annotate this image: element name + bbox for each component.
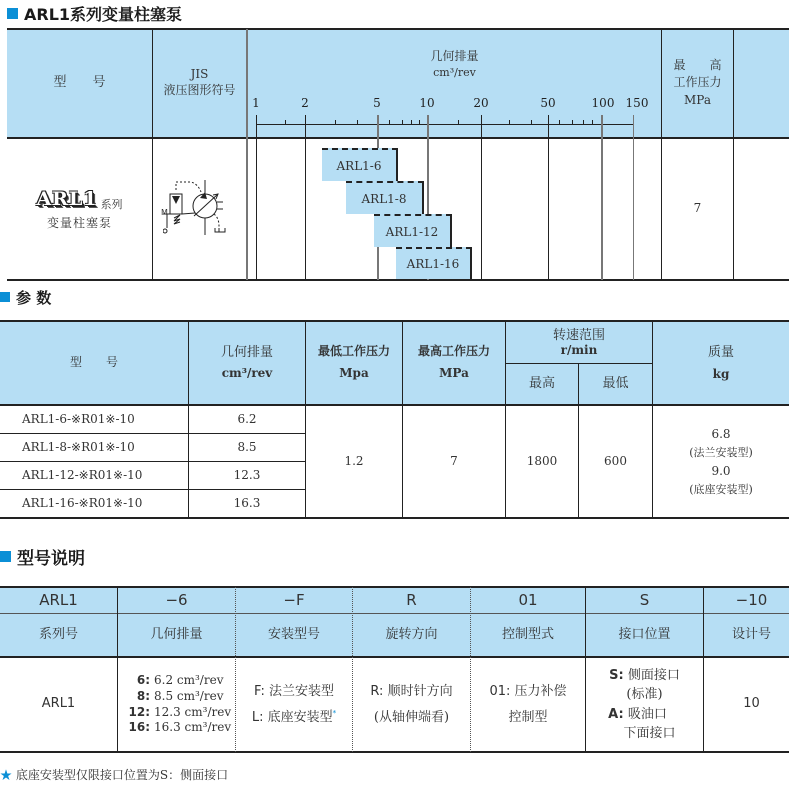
- label-text: 旋转方向: [385, 626, 438, 642]
- range-bar-arl1-6: [322, 148, 398, 181]
- gridline: [601, 115, 603, 280]
- header-jis-line2: 液压图形符号: [163, 83, 236, 97]
- params-header-min-pressure-unit: Mpa: [339, 366, 369, 380]
- port-s-code: S:: [609, 667, 624, 683]
- tick-label: 20: [473, 96, 489, 110]
- range-bar-arl1-12: [374, 214, 452, 247]
- params-row-model: [0, 462, 188, 489]
- params-row-disp: [189, 406, 305, 433]
- header-disp-unit: cm³/rev: [433, 65, 476, 79]
- port-s: [609, 666, 680, 686]
- range-bar-label: ARL1-12: [385, 224, 439, 239]
- mount-f: [254, 679, 334, 705]
- params-header-speed-min: [579, 364, 652, 404]
- params-header-model-label: 型 号: [69, 355, 118, 370]
- minor-tick: [458, 120, 459, 124]
- disp-value: 12.3 cm³/rev: [154, 704, 232, 719]
- params-row-model: [0, 434, 188, 461]
- range-bar-label: ARL1-8: [361, 191, 407, 206]
- params-header-mass-label: 质量: [707, 344, 734, 360]
- divider: [0, 751, 789, 753]
- axis-line: [256, 124, 634, 125]
- row-model-text: ARL1-6-※R01※-10: [22, 411, 135, 426]
- mass-base-value: 9.0: [711, 463, 731, 478]
- max-pressure-text: 7: [450, 453, 458, 468]
- series-suffix: 系列: [100, 198, 123, 212]
- disp-value: 16.3 cm³/rev: [154, 720, 232, 735]
- params-header-mass-unit: kg: [712, 366, 730, 381]
- mount-f-text: 法兰安装型: [268, 683, 334, 699]
- minor-tick: [592, 120, 593, 124]
- speed-min-text: 600: [604, 453, 627, 468]
- tick-label: 1: [252, 96, 260, 110]
- params-header-disp-unit: cm³/rev: [221, 365, 273, 380]
- minor-tick: [509, 120, 510, 124]
- row-model-text: ARL1-12-※R01※-10: [22, 467, 143, 482]
- minor-tick: [285, 120, 286, 124]
- gridline: [305, 115, 306, 280]
- code-text: −10: [735, 590, 768, 609]
- max-pressure-value: [662, 139, 733, 279]
- label-text: 接口位置: [618, 626, 671, 642]
- blue-square-icon: [0, 551, 11, 562]
- series-name: 变量柱塞泵: [46, 216, 112, 231]
- detail-port: [586, 658, 703, 751]
- row-disp-text: 16.3: [233, 495, 261, 510]
- detail-series-text: ARL1: [41, 696, 76, 712]
- control-code-text: 01:: [489, 683, 511, 699]
- minor-tick: [357, 120, 358, 124]
- minor-tick: [419, 120, 420, 124]
- row-model-text: ARL1-16-※R01※-10: [22, 495, 143, 510]
- row-disp-text: 8.5: [237, 439, 257, 454]
- params-row-disp: [189, 462, 305, 489]
- port-s-note: (标准): [626, 687, 663, 702]
- rotation-code-text: R:: [370, 683, 384, 699]
- code-text: −6: [165, 590, 188, 609]
- divider: [7, 279, 789, 281]
- disp-code: 12:: [128, 704, 150, 719]
- series-logo: ARL1: [36, 187, 98, 210]
- disp-item: [126, 705, 235, 721]
- section-title-params: [0, 286, 51, 308]
- star-icon: ★: [0, 768, 13, 782]
- tick-label: 150: [625, 96, 649, 110]
- detail-control: [471, 658, 585, 751]
- params-header-max-pressure: [403, 322, 505, 404]
- divider: [733, 29, 734, 280]
- minor-tick: [389, 120, 390, 124]
- disp-value: 8.5 cm³/rev: [154, 688, 224, 703]
- params-header-speed-max: [506, 364, 578, 404]
- port-a: [608, 705, 667, 725]
- params-header-mass: [653, 322, 789, 404]
- detail-mount: [236, 658, 352, 751]
- port-a-line2: 下面接口: [623, 726, 676, 741]
- code-displacement: [118, 588, 235, 613]
- params-header-max-pressure-unit: MPa: [439, 366, 469, 380]
- disp-code: 16:: [128, 720, 150, 735]
- code-text: ARL1: [39, 590, 78, 609]
- params-row-disp: [189, 490, 305, 517]
- params-title-text: 参 数: [16, 288, 52, 307]
- minor-tick: [411, 120, 412, 124]
- mount-f-code: F:: [253, 683, 265, 699]
- header-model: [7, 29, 152, 137]
- minor-tick: [402, 120, 403, 124]
- row-model-text: ARL1-8-※R01※-10: [22, 439, 135, 454]
- label-text: 设计号: [731, 626, 771, 642]
- header-max-pressure: [662, 29, 733, 137]
- detail-series: [0, 658, 117, 751]
- minor-tick: [559, 120, 560, 124]
- gridline: [481, 115, 482, 280]
- rotation-text: 顺时针方向: [387, 683, 453, 699]
- tick-label: 100: [591, 96, 615, 110]
- params-header-speed-unit: r/min: [560, 343, 598, 358]
- tick-label: 10: [419, 96, 435, 110]
- header-pressure-unit: MPa: [684, 92, 711, 107]
- label-text: 安装型号: [267, 626, 320, 642]
- code-control: [471, 588, 585, 613]
- minor-tick: [335, 120, 336, 124]
- control-code: [489, 679, 566, 705]
- params-row-model: [0, 490, 188, 517]
- code-design: [704, 588, 789, 613]
- disp-item: [126, 673, 235, 689]
- mass-flange-note: (法兰安装型): [689, 445, 753, 459]
- params-header-model: [0, 322, 188, 404]
- header-displacement: [248, 44, 661, 84]
- params-header-min-pressure-label: 最低工作压力: [317, 344, 390, 359]
- params-header-disp-label: 几何排量: [220, 345, 273, 360]
- control-line2: 控制型: [508, 709, 548, 725]
- series-logo-cell: [7, 139, 152, 279]
- params-speed-max: [506, 406, 578, 517]
- disp-code: 8:: [136, 688, 150, 703]
- port-a-text: 吸油口: [627, 706, 667, 722]
- header-jis-line1: JIS: [190, 67, 209, 82]
- detail-rotation: [353, 658, 470, 751]
- blue-square-icon: [0, 292, 10, 302]
- header-jis: [153, 29, 246, 137]
- port-s-text: 侧面接口: [627, 667, 680, 683]
- params-header-max-pressure-label: 最高工作压力: [417, 344, 490, 359]
- params-header-speed-label: 转速范围: [552, 327, 605, 343]
- code-rotation: [353, 588, 470, 613]
- gridline: [256, 115, 257, 280]
- symbol-label-m: M: [161, 208, 168, 217]
- code-port: [586, 588, 703, 613]
- disp-code: 6:: [136, 673, 150, 688]
- star-icon: *: [332, 709, 337, 718]
- header-pressure-line2: 工作压力: [673, 75, 722, 90]
- params-header-speed-min-label: 最低: [602, 375, 629, 391]
- header-disp-label: 几何排量: [430, 48, 479, 63]
- params-max-pressure: [403, 406, 505, 517]
- code-text: R: [406, 590, 417, 609]
- mass-flange-value: 6.8: [711, 426, 731, 441]
- header-model-label: 型 号: [53, 74, 106, 90]
- footnote: [0, 766, 228, 783]
- minor-tick: [583, 120, 584, 124]
- mount-l-text: 底座安装型: [267, 709, 333, 725]
- range-bar-label: ARL1-6: [336, 158, 382, 173]
- label-series: [0, 614, 117, 656]
- range-bar-arl1-8: [346, 181, 424, 214]
- variable-pump-symbol-icon: [163, 180, 235, 245]
- footnote-text: 底座安装型仅限接口位置为S：侧面接口: [15, 768, 229, 782]
- disp-item: [126, 689, 235, 705]
- label-rotation: [353, 614, 470, 656]
- section-title-series: [7, 2, 182, 24]
- series-title-text: ARL1系列变量柱塞泵: [24, 4, 183, 24]
- code-mount: [236, 588, 352, 613]
- disp-item: [126, 720, 235, 736]
- params-header-speed: [506, 322, 652, 363]
- label-text: 几何排量: [150, 626, 203, 642]
- tick-label: 2: [301, 96, 309, 110]
- rotation-note: (从轴伸端看): [373, 709, 450, 725]
- label-design: [704, 614, 789, 656]
- label-displacement: [118, 614, 235, 656]
- disp-value: 6.2 cm³/rev: [154, 673, 224, 688]
- rotation-code: [370, 679, 452, 705]
- control-line1: 压力补偿: [514, 683, 567, 699]
- divider: [0, 517, 789, 519]
- params-header-min-pressure: [306, 322, 402, 404]
- mass-base-note: (底座安装型): [689, 482, 753, 496]
- label-mount: [236, 614, 352, 656]
- blue-square-icon: [7, 8, 18, 19]
- gridline: [633, 115, 634, 280]
- hydraulic-symbol: [163, 180, 235, 245]
- label-text: 控制型式: [501, 626, 554, 642]
- params-header-disp: [189, 322, 305, 404]
- speed-max-text: 1800: [526, 453, 558, 468]
- tick-label: 50: [540, 96, 556, 110]
- code-text: −F: [283, 590, 305, 609]
- minor-tick: [572, 120, 573, 124]
- row-disp-text: 6.2: [237, 411, 257, 426]
- params-header-speed-max-label: 最高: [528, 375, 555, 391]
- design-text: 10: [743, 696, 760, 712]
- max-pressure-text: 7: [693, 201, 702, 216]
- minor-tick: [531, 120, 532, 124]
- params-row-model: [0, 406, 188, 433]
- detail-design: [704, 658, 789, 751]
- range-bar-label: ARL1-16: [406, 257, 460, 271]
- label-text: 系列号: [38, 626, 78, 642]
- params-row-disp: [189, 434, 305, 461]
- params-speed-min: [579, 406, 652, 517]
- detail-displacement: [118, 658, 235, 751]
- section-title-model-code: [0, 544, 85, 568]
- code-series: [0, 588, 117, 613]
- label-port: [586, 614, 703, 656]
- mount-l-code: L:: [251, 709, 264, 725]
- params-min-pressure: [306, 406, 402, 517]
- params-mass: [653, 406, 789, 517]
- min-pressure-text: 1.2: [344, 453, 364, 468]
- mount-l: [252, 705, 336, 731]
- port-a-code: A:: [608, 706, 624, 722]
- range-bar-arl1-16: [396, 247, 472, 279]
- code-text: 01: [518, 590, 538, 609]
- tick-label: 5: [373, 96, 381, 110]
- gridline: [548, 115, 549, 280]
- row-disp-text: 12.3: [233, 467, 261, 482]
- model-code-title-text: 型号说明: [17, 548, 85, 569]
- header-pressure-line1: 最 高: [673, 57, 722, 72]
- label-control: [471, 614, 585, 656]
- code-text: S: [639, 590, 650, 609]
